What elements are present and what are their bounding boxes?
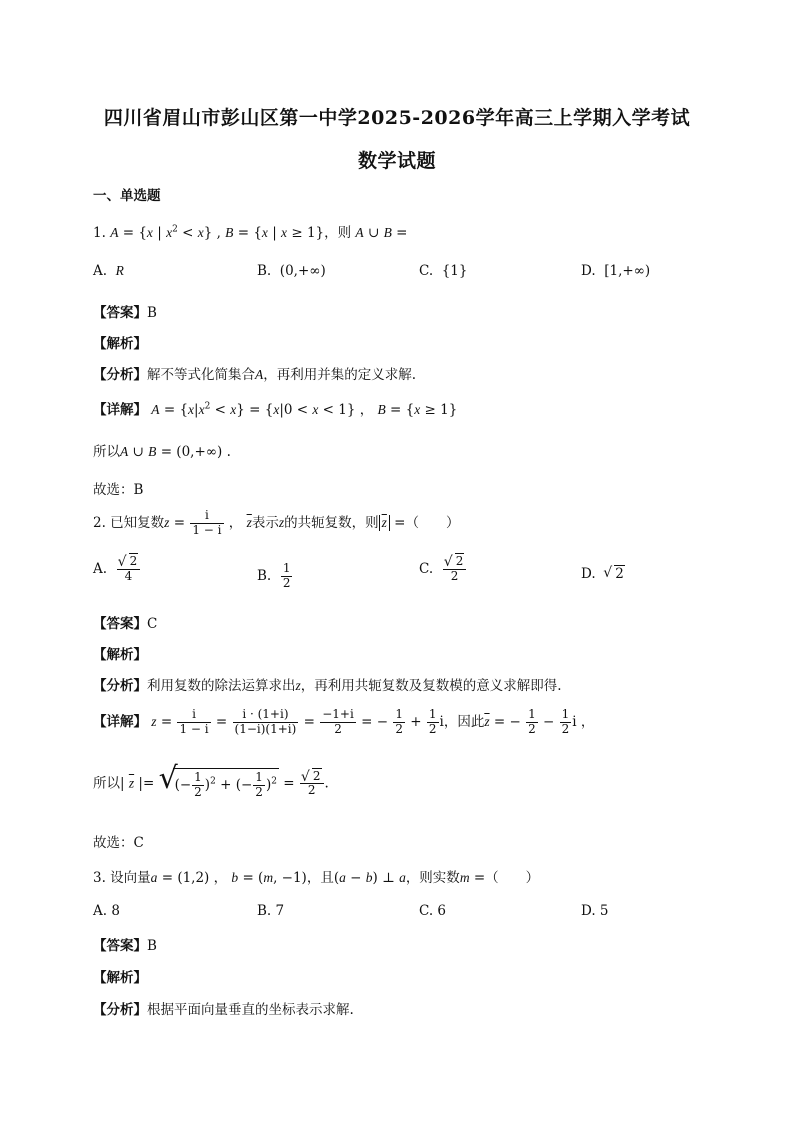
q1-option-c[interactable]: C. {1} bbox=[419, 263, 468, 279]
q1-option-a[interactable]: A. R bbox=[93, 263, 124, 279]
q2-analysis-label: 【解析】 bbox=[93, 647, 147, 663]
q1-number: 1. bbox=[93, 225, 106, 241]
q3-analysis-label: 【解析】 bbox=[93, 970, 147, 986]
q2-modulus: 所以| $\overline{z}$ |= √ (− $\frac{1}{2}$ )$^2$ + (− $\frac{1}{2}$ )$^2$ = √ $\frac{2}{2}$ . bbox=[93, 768, 329, 800]
q2-choice: 故选：C bbox=[93, 835, 144, 851]
q1-xiangjie: 【详解】 $A = \{x|x^2 < x\} = \{x|0 < x < 1\}$ ， B = {x ≥ 1} bbox=[93, 401, 458, 418]
question-2-stem: 2. 已知复数z = $\frac{i}{1 - i}$ ， $\overline{z}$表示z的共轭复数，则 $\overline{z}$ =（ ） bbox=[93, 508, 460, 537]
q2-option-c[interactable]: C. √ $\frac{2}{2}$ bbox=[419, 555, 467, 584]
q1-choice: 故选：B bbox=[93, 482, 144, 498]
document-subtitle: 数学试题 bbox=[357, 150, 436, 172]
q1-fenxi: 【分析】解不等式化简集合A，再利用并集的定义求解. bbox=[93, 367, 417, 383]
q1-formula: A bbox=[110, 225, 119, 240]
q2-answer: 【答案】C bbox=[93, 616, 158, 632]
q3-answer: 【答案】B bbox=[93, 938, 157, 954]
q3-option-b[interactable]: B. 7 bbox=[257, 903, 285, 919]
q3-option-a[interactable]: A. 8 bbox=[93, 903, 120, 919]
question-1-stem: 1. A = {x | $x^2 < x$} , B = {x | x ≥ 1}，则 A ∪ B = bbox=[93, 224, 408, 241]
q3-fenxi: 【分析】根据平面向量垂直的坐标表示求解. bbox=[93, 1002, 354, 1018]
q2-fenxi: 【分析】利用复数的除法运算求出z，再利用共轭复数及复数模的意义求解即得. bbox=[93, 678, 562, 694]
q1-tail: ，则 bbox=[324, 225, 352, 241]
q3-option-c[interactable]: C. 6 bbox=[419, 903, 447, 919]
q2-option-d[interactable]: D. √ 2 bbox=[581, 566, 625, 582]
q1-option-d[interactable]: D. [1,+∞) bbox=[581, 263, 651, 279]
section-heading: 一、单选题 bbox=[93, 188, 161, 204]
q3-option-d[interactable]: D. 5 bbox=[581, 903, 609, 919]
q1-analysis-label: 【解析】 bbox=[93, 336, 147, 352]
q1-option-b[interactable]: B. (0,+∞) bbox=[257, 263, 326, 279]
question-3-stem: 3. 设向量a = (1,2) ， b = (m, −1)，且(a − b) ⊥ a，则实数m =（ ） bbox=[93, 870, 540, 886]
q2-option-a[interactable]: A. √ $\frac{2}{4}$ bbox=[93, 555, 141, 584]
q1-conclusion: 所以A ∪ B = (0,+∞) . bbox=[93, 444, 231, 460]
q1-answer: 【答案】B bbox=[93, 305, 157, 321]
q2-option-b[interactable]: B. $\frac{1}{2}$ bbox=[257, 561, 291, 590]
document-title: 四川省眉山市彭山区第一中学2025-2026学年高三上学期入学考试 bbox=[103, 107, 691, 129]
q2-xiangjie: 【详解】 z = $\frac{i}{1 - i}$ = $\frac{i \cdot (1+i)}{(1-i)(1+i)}$ = $\frac{-1+i}{2}$ = − $\frac{1}{2}$ + $\frac{1}{2}$ i，因此$\overline{z}$ = − $\frac{1}{2}$ − $\frac{1}{2}$ i ， bbox=[93, 707, 595, 736]
